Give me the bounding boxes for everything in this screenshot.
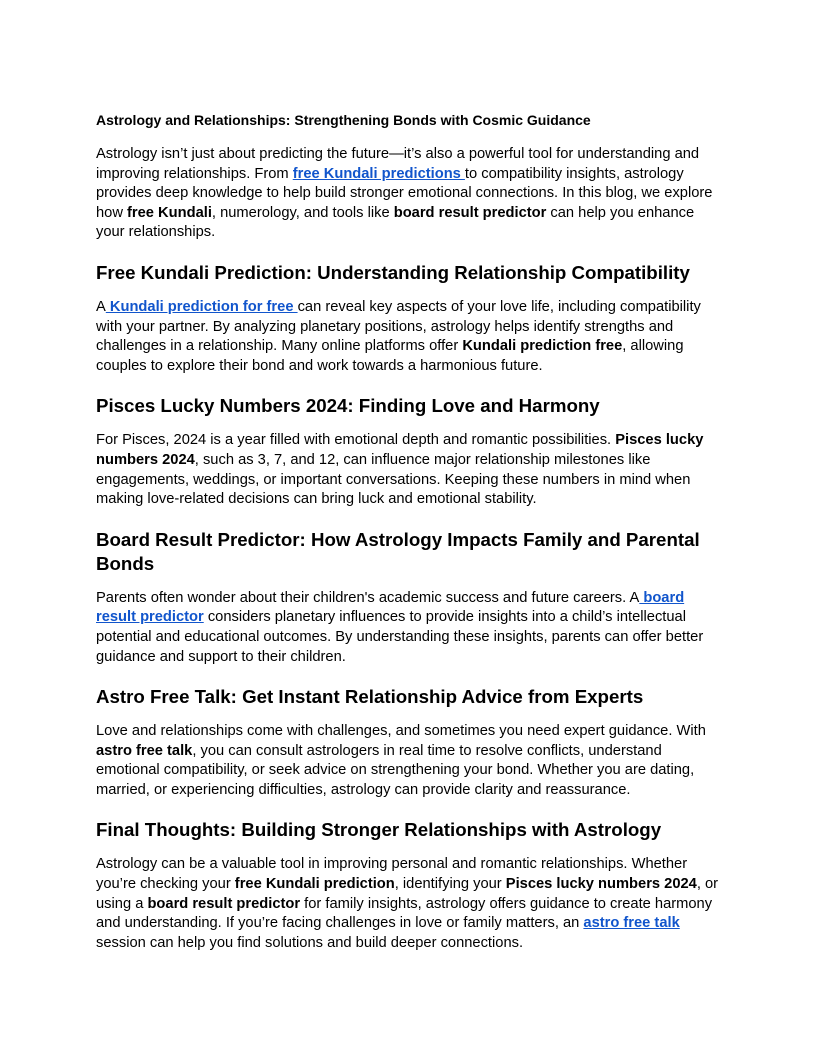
section-heading-kundali: Free Kundali Prediction: Understanding Relationship Compatibility [96,261,690,283]
document-page [96,110,726,953]
section-heading-final-thoughts: Final Thoughts: Building Stronger Relationships with Astrology [96,819,662,841]
section-paragraph-board-result: Parents often wonder about their children's academic success and future careers. A board result predictor considers planetary influences to provide insights into a child’s intellectual potential and educational outcomes. By understanding these insights, parents can offer better guidance and support to their children. [96,589,704,665]
board-result-predictor-link[interactable]: board result predictor [96,589,685,626]
section-paragraph-final-thoughts: Astrology can be a valuable tool in improving personal and romantic relationships. Whether you’re checking your free Kundali prediction, identifying your Pisces lucky numbers 2024, or using a board result predictor for family insights, astrology offers guidance to create harmony and understanding. If you’re facing challenges in love or family matters, an astro free talk session can help you find solutions and build deeper connections. [96,856,719,951]
section-paragraph-astro-talk: Love and relationships come with challenges, and sometimes you need expert guidance. With astro free talk, you can consult astrologers in real time to resolve conflicts, understand emotional compatibility, or seek advice on strengthening your bond. Whether you are dating, married, or experiencing difficulties, astrology can provide clarity and reassurance. [96,723,706,798]
section-heading-pisces: Pisces Lucky Numbers 2024: Finding Love and Harmony [96,395,600,417]
document-title: Astrology and Relationships: Strengthening Bonds with Cosmic Guidance [96,112,591,128]
astro-free-talk-link[interactable]: astro free talk [583,915,680,932]
free-kundali-predictions-link[interactable]: free Kundali predictions [292,165,465,182]
section-paragraph-pisces: For Pisces, 2024 is a year filled with emotional depth and romantic possibilities. Pisces lucky numbers 2024, such as 3, 7, and 12, can influence major relationship milestones like engagements, weddings, or important conversations. Keeping these numbers in mind when making love-related decisions can bring luck and emotional stability. [96,432,704,508]
intro-paragraph: Astrology isn’t just about predicting the future—it’s also a powerful tool for understanding and improving relationships. From free Kundali predictions to compatibility insights, astrology provides deep knowledge to help build stronger emotional connections. In this blog, we explore how free Kundali, numerology, and tools like board result predictor can help you enhance your relationships. [96,146,713,241]
kundali-prediction-link[interactable]: Kundali prediction for free [105,298,298,315]
section-heading-astro-talk: Astro Free Talk: Get Instant Relationship Advice from Experts [96,686,644,708]
section-paragraph-kundali: A Kundali prediction for free can reveal key aspects of your love life, including compatibility with your partner. By analyzing planetary positions, astrology helps identify strengths and challenges in a relationship. Many online platforms offer Kundali prediction free, allowing couples to explore their bond and work towards a harmonious future. [96,298,701,374]
section-heading-board-result: Board Result Predictor: How Astrology Impacts Family and Parental Bonds [96,528,700,574]
